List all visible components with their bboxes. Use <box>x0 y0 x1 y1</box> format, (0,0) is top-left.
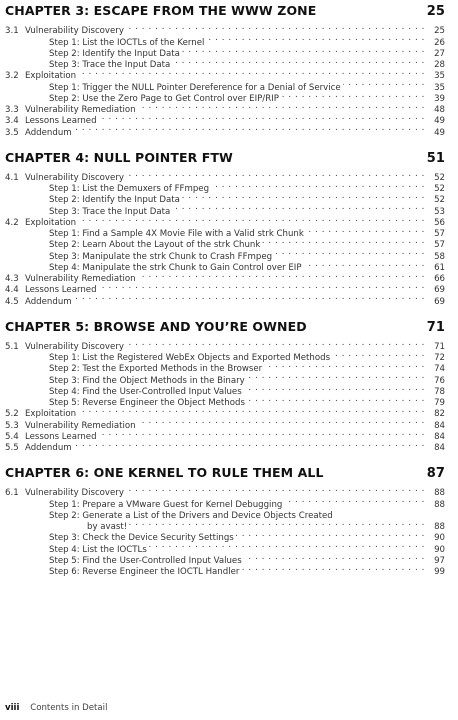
dot-leader <box>172 202 425 213</box>
entry-title: Vulnerability Discovery <box>25 341 124 352</box>
entry-page-number: 61 <box>434 262 445 273</box>
entry-page-number: 72 <box>434 353 445 363</box>
entry-page-number: 57 <box>434 229 445 239</box>
dot-leader <box>236 529 425 540</box>
section-number: 3.2 <box>5 71 19 82</box>
entry-page-number: 84 <box>434 443 445 453</box>
entry-title: Step 3: Trace the Input Data <box>49 60 171 70</box>
entry-title: Vulnerability Discovery <box>25 488 124 499</box>
dot-leader <box>262 236 425 247</box>
entry-page-number: 84 <box>434 420 445 431</box>
entry-title: Exploitation <box>25 217 77 228</box>
chapter-title: CHAPTER 5: BROWSE AND YOU’RE OWNED <box>5 318 307 334</box>
dot-leader <box>78 405 425 416</box>
dot-leader <box>244 383 425 394</box>
entry-title: Step 1: List the Registered WebEx Objects and Exported Methods <box>49 353 331 363</box>
entry-page-number: 90 <box>434 544 445 555</box>
dot-leader <box>206 33 425 44</box>
dot-leader <box>74 292 425 303</box>
entry-title: Step 1: List the IOCTLs of the Kernel <box>49 37 205 48</box>
section-number: 6.1 <box>5 488 19 499</box>
entry-title: Lessons Learned <box>25 285 97 296</box>
footer-running-title: Contents in Detail <box>30 703 108 713</box>
dot-leader <box>247 394 425 405</box>
chapter-heading[interactable] <box>5 147 445 169</box>
page-footer <box>5 703 107 713</box>
chapter-title: CHAPTER 3: ESCAPE FROM THE WWW ZONE <box>5 3 317 18</box>
entry-title: Step 1: Find a Sample 4X Movie File with a Valid strk Chunk <box>49 229 304 239</box>
entry-page-number: 79 <box>434 398 445 408</box>
entry-page-number: 39 <box>434 93 445 104</box>
entry-page-number: 52 <box>434 184 445 194</box>
section-number: 3.1 <box>5 26 19 37</box>
entry-page-number: 90 <box>434 533 445 544</box>
chapter-heading[interactable] <box>5 462 445 484</box>
entry-title: Vulnerability Discovery <box>25 26 124 37</box>
entry-page-number: 84 <box>434 431 445 442</box>
entry-page-number: 25 <box>434 26 445 37</box>
entry-page-number: 49 <box>434 127 445 138</box>
entry-page-number: 52 <box>434 172 445 183</box>
section-number: 4.4 <box>5 285 19 296</box>
section-number: 3.5 <box>5 127 19 138</box>
chapter-page-number: 87 <box>426 466 445 481</box>
section-number: 5.3 <box>5 420 19 431</box>
dot-leader <box>78 214 425 225</box>
chapter-title: CHAPTER 4: NULL POINTER FTW <box>5 149 233 165</box>
dot-leader <box>74 123 425 134</box>
entry-title: Step 1: Trigger the NULL Pointer Dereference for a Denial of Service <box>49 82 341 93</box>
entry-title: Step 4: Manipulate the strk Chunk to Gain Control over EIP <box>49 262 302 273</box>
dot-leader <box>99 281 425 292</box>
entry-title: Exploitation <box>25 71 77 82</box>
entry-page-number: 56 <box>434 217 445 228</box>
dot-leader <box>281 90 425 101</box>
entry-title: Addendum <box>25 296 72 307</box>
entry-page-number: 49 <box>434 116 445 127</box>
entry-title: Lessons Learned <box>25 116 97 127</box>
section-number: 4.1 <box>5 172 19 183</box>
dot-leader <box>284 495 425 506</box>
entry-title: Addendum <box>25 443 72 453</box>
section-number: 5.2 <box>5 409 19 420</box>
entry-title: Step 2: Generate a List of the Drivers and Device Objects Created <box>49 510 333 521</box>
entry-page-number: 57 <box>434 240 445 251</box>
dot-leader <box>332 349 425 360</box>
entry-title: Lessons Learned <box>25 431 97 442</box>
footer-page-number: viii <box>5 703 20 713</box>
entry-page-number: 82 <box>434 409 445 420</box>
dot-leader <box>138 270 425 281</box>
dot-leader <box>138 416 425 427</box>
dot-leader <box>99 112 425 123</box>
entry-title: Step 2: Use the Zero Page to Get Control over EIP/RIP <box>49 93 279 104</box>
entry-page-number: 27 <box>434 48 445 59</box>
entry-page-number: 69 <box>434 285 445 296</box>
section-number: 3.4 <box>5 116 19 127</box>
dot-leader <box>211 180 425 191</box>
dot-leader <box>172 56 425 67</box>
entry-title: Step 6: Reverse Engineer the IOCTL Handler <box>49 567 240 577</box>
entry-title: Step 5: Find the User-Controlled Input Values <box>49 555 242 566</box>
entry-page-number: 69 <box>434 296 445 307</box>
entry-page-number: 48 <box>434 105 445 115</box>
entry-page-number: 99 <box>434 567 445 577</box>
section-number: 5.5 <box>5 443 19 453</box>
entry-title: Step 3: Find the Object Methods in the Binary <box>49 375 245 386</box>
entry-title: Step 4: List the IOCTLs <box>49 544 147 555</box>
entry-page-number: 76 <box>434 375 445 386</box>
entry-title: Step 2: Identify the Input Data <box>49 195 180 206</box>
entry-page-number: 66 <box>434 274 445 284</box>
chapter-heading[interactable] <box>5 0 445 22</box>
dot-leader <box>182 191 425 202</box>
entry-page-number: 88 <box>434 488 445 499</box>
dot-leader <box>99 428 425 439</box>
dot-leader <box>335 507 445 518</box>
toc-entry[interactable] <box>5 338 445 352</box>
dot-leader <box>244 552 425 563</box>
entry-title: Vulnerability Remediation <box>25 274 136 284</box>
dot-leader <box>149 540 425 551</box>
dot-leader <box>274 247 425 258</box>
dot-leader <box>126 484 425 495</box>
entry-title: Vulnerability Remediation <box>25 105 136 115</box>
dot-leader <box>78 67 425 78</box>
dot-leader <box>126 338 425 349</box>
entry-title: Exploitation <box>25 409 77 420</box>
entry-page-number: 35 <box>434 71 445 82</box>
toc-entry[interactable] <box>5 484 445 499</box>
entry-title: Step 5: Reverse Engineer the Object Methods <box>49 398 245 408</box>
section-number: 3.3 <box>5 105 19 115</box>
entry-title: Step 3: Trace the Input Data <box>49 206 171 217</box>
entry-page-number: 97 <box>434 555 445 566</box>
entry-page-number: 71 <box>434 341 445 352</box>
chapter-page-number: 71 <box>426 319 445 335</box>
entry-page-number: 74 <box>434 364 445 375</box>
dot-leader <box>138 101 425 112</box>
dot-leader <box>74 439 425 450</box>
entry-page-number: 28 <box>434 60 445 70</box>
entry-page-number: 52 <box>434 195 445 206</box>
dot-leader <box>306 225 425 236</box>
toc-entry[interactable] <box>5 22 445 37</box>
entry-title: Step 3: Manipulate the strk Chunk to Crash FFmpeg <box>49 251 273 262</box>
chapter-heading[interactable] <box>5 316 445 338</box>
entry-title: Step 1: Prepare a VMware Guest for Kernel Debugging <box>49 499 283 510</box>
chapter-page-number: 51 <box>426 150 445 166</box>
entry-title: Step 1: List the Demuxers of FFmpeg <box>49 184 210 194</box>
dot-leader <box>182 45 425 56</box>
entry-title: Step 2: Identify the Input Data <box>49 48 180 59</box>
entry-title: Step 2: Test the Exported Methods in the Browser <box>49 364 263 375</box>
chapter-title: CHAPTER 6: ONE KERNEL TO RULE THEM ALL <box>5 465 324 480</box>
dot-leader <box>241 563 425 574</box>
entry-title: Addendum <box>25 127 72 138</box>
section-number: 4.5 <box>5 296 19 307</box>
section-number: 5.4 <box>5 431 19 442</box>
dot-leader <box>343 78 425 89</box>
entry-page-number: 58 <box>434 251 445 262</box>
section-number: 4.2 <box>5 217 19 228</box>
section-number: 5.1 <box>5 341 19 352</box>
entry-page-number: 88 <box>434 499 445 510</box>
dot-leader <box>126 169 425 180</box>
entry-title: Step 4: Find the User-Controlled Input Values <box>49 386 242 397</box>
entry-page-number: 53 <box>434 206 445 217</box>
entry-page-number: 26 <box>434 37 445 48</box>
entry-title: Vulnerability Discovery <box>25 172 124 183</box>
entry-title: Vulnerability Remediation <box>25 420 136 431</box>
table-of-contents <box>5 0 445 577</box>
entry-title: Step 3: Check the Device Security Settings <box>49 533 234 544</box>
dot-leader <box>304 259 425 270</box>
entry-page-number: 35 <box>434 82 445 93</box>
dot-leader <box>129 518 425 529</box>
entry-title: by avast! <box>87 522 128 532</box>
chapter-page-number: 25 <box>426 4 445 19</box>
dot-leader <box>264 360 425 371</box>
entry-title: Step 2: Learn About the Layout of the strk Chunk <box>49 240 261 251</box>
entry-page-number: 78 <box>434 386 445 397</box>
dot-leader <box>126 22 425 33</box>
dot-leader <box>247 371 425 382</box>
toc-entry[interactable] <box>5 169 445 183</box>
entry-page-number: 88 <box>434 522 445 532</box>
section-number: 4.3 <box>5 274 19 284</box>
